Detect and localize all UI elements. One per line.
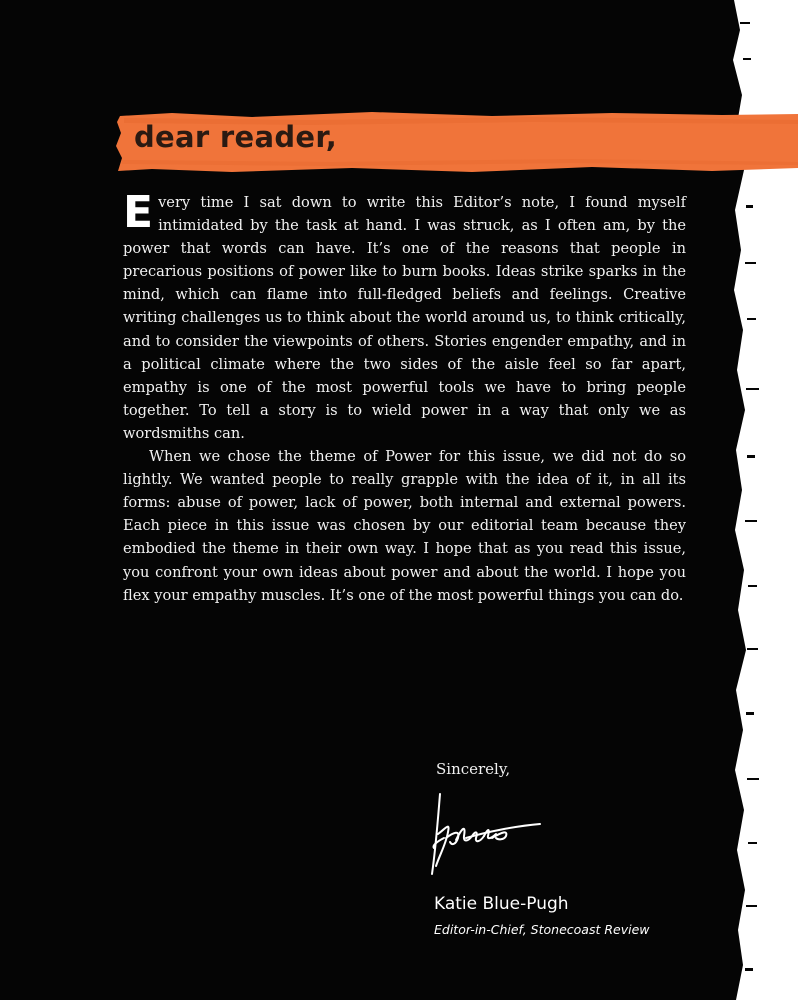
paragraph-1-text: very time I sat down to write this Editor’s note, I found myself intimidated by the task at hand. I was struck, as I often am, by the power that words can have. It’s one of the reasons that people in precarious positions of power like to burn books. Ideas strike sparks in the mind, which can flame into full-fledged beliefs and feelings. Creative writing challenges us to think about the world around us, to think critically, and to consider the viewpoints of others. Stories engender empathy, and in a political climate where the two sides of the aisle feel so far apart, empathy is one of the most powerful tools we have to bring people together. To tell a story is to wield power in a way that only we as wordsmiths can.: [123, 194, 686, 442]
handwritten-signature: [426, 788, 546, 880]
signer-name: Katie Blue-Pugh: [434, 894, 569, 914]
header-banner: [112, 108, 798, 176]
drop-cap: E: [123, 187, 154, 238]
letter-body: [123, 187, 686, 607]
paragraph-2: When we chose the theme of Power for this issue, we did not do so lightly. We wanted people to really grapple with the idea of it, in all its forms: abuse of power, lack of power, both internal and external powers. Each piece in this issue was chosen by our editorial team because they embodied the theme in their own way. I hope that as you read this issue, you confront your own ideas about power and about the world. I hope you flex your empathy muscles. It’s one of the most powerful things you can do.: [123, 448, 686, 604]
paragraph-1: [123, 187, 686, 445]
signer-title: Editor-in-Chief, Stonecoast Review: [434, 922, 650, 937]
closing-salutation: Sincerely,: [436, 760, 511, 778]
page-title: dear reader,: [134, 120, 338, 154]
